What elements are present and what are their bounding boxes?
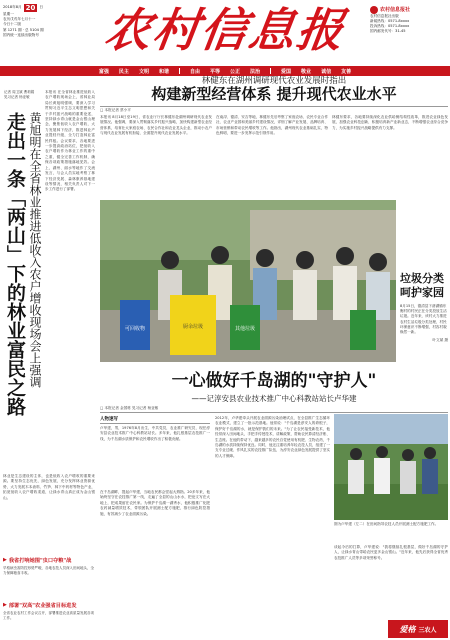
- photo-illustration: [334, 414, 448, 520]
- rail-headline[interactable]: 走出一条「两山」下的林业富民之路: [4, 112, 26, 416]
- photo-caption-block: [400, 272, 448, 343]
- ad-name: 三农人: [418, 626, 437, 634]
- second-headline[interactable]: 一心做好千岛湖的"守护人": [171, 371, 377, 391]
- triangle-icon: ▶: [3, 602, 7, 608]
- byline-line: 见习记者 杨亚敏: [4, 95, 30, 99]
- rail-byline: [0, 90, 42, 100]
- slogan: 爱国: [281, 68, 292, 75]
- second-article-photo: [334, 414, 448, 520]
- rail-body-text-bottom: 林业是生态建设的主体，也是低收入农户增收的重要来源。要坚持生态优先、绿色发展，充分发挥林业资源优势，大力发展木本油料、竹笋、林下中药材等特色产业，拓宽低收入农户增收渠道，让绿水青山真正成为金山银山。: [3, 474, 95, 500]
- date-row: [3, 4, 75, 12]
- main-kicker: 林健东在湖州调研现代农业发展时指出: [201, 76, 347, 86]
- teaser-title: 部署"双高"农业强省目标进发: [8, 602, 77, 609]
- info-line: 第 1271 期 · 总 5104 期: [3, 27, 44, 32]
- ad-corner[interactable]: [388, 620, 448, 638]
- weekday: 星期一: [3, 12, 14, 16]
- slogan: 富强: [98, 68, 109, 75]
- info-line: 今日十二版: [3, 22, 21, 27]
- left-rail-article: [0, 90, 42, 510]
- main-body-col1: 本报讯 8月18日至19日，省农业厅厅长林健东赴湖州调研现代农业发展情况。他强调，要深入贯彻落实乡村振兴战略，加快构建新型农业经营体系，培育壮大家庭农场、农民合作社和农业龙头企业，推动小农户与现代农业发展有机衔接，全面提升现代农业发展水平。: [100, 115, 212, 136]
- slogan: 法治: [250, 68, 261, 75]
- slogan: 平等: [209, 68, 220, 75]
- right-line: 国内邮发代号：31-45: [370, 29, 406, 33]
- rail-body-text: 本报讯 在全省林业推进低收入农户增收现场会上，省林业局局长黄旭明强调，要深入学习贯彻习近平生态文明思想和关于乡村振兴战略的重要论述，坚持绿水青山就是金山银山理念，聚焦低收入农户增收，大力发展林下经济，推进林业产业提档升级，全力打造林业富民样板。会议要求，各地要进一步提高政治站位，把低收入农户增收作为林业工作的重中之重，健全完善工作机制，确保各项政策措施落地见效。会上，湖州、丽水等地作了交流发言，与会人员实地考察了林下经济发展、森林康养基地建设等情况，相关负责人对下一步工作进行了部署。: [45, 90, 95, 192]
- photo-caption: 8月15日，德清县下渚湖镇东衡村的村民正在分类投放生活垃圾。近年来，该村大力推进农村生活垃圾分类处理，村民环保意识不断增强，村容村貌焕然一新。: [400, 304, 447, 335]
- date-line: 2018年8月: [3, 5, 22, 10]
- persona-text: 卢华建，男，1976年8月出生，中共党员，农业推广研究员，现任淳安县农业技术推广中心科教站站长。多年来，他扎根基层农技推广一线，为千岛湖水质保护和农民增收作出了积极贡献。: [100, 426, 210, 441]
- divider: [100, 106, 448, 107]
- slogan: 友善: [341, 68, 352, 75]
- teaser-headline-1[interactable]: [3, 555, 95, 565]
- bin-label: 可回收物: [124, 326, 146, 332]
- bin-label: 其他垃圾: [234, 326, 256, 332]
- slogan: 和谐: [158, 68, 169, 75]
- second-body-col1: 在千岛湖畔，提起卢华建，当地农民都会竖起大拇指。20多年来，他始终坚守在农技推广第一线，走遍了全县的山山水水，把论文写在大地上，把成果留在农民家。为保护千岛湖一湖秀水，他积极推广化肥农药减量增效技术，带领团队开展测土配方施肥，推行绿色防控措施，有效减少了农业面源污染。: [100, 490, 210, 516]
- logo-icon: [370, 6, 378, 14]
- teaser-text-2: 全省农业农村工作会议召开，部署推进农业高质量发展各项工作。: [3, 611, 94, 620]
- publisher-logo: [370, 6, 448, 14]
- second-body-col3: 谈起今后的打算，卢华建说："我将继续扎根基层，做好千岛湖的守护人，让绿水青山带给农民更多金山银山。"近年来，他先后获得全省优秀农技推广人员等多项荣誉称号。: [334, 545, 448, 560]
- news-photo: [100, 200, 396, 362]
- slogan: 诚信: [321, 68, 332, 75]
- paper-name: 农村信息报: [101, 3, 349, 57]
- second-subheadline: ——记淳安县农业技术推广中心科教站站长卢华建: [191, 394, 357, 403]
- day-box: 20: [25, 4, 36, 12]
- main-byline: □ 本报记者 蔡小平: [100, 108, 131, 112]
- teaser-text-1: 早稻病虫害防控形势严峻，各地农技人员深入田间地头，全力保障粮食丰收。: [3, 566, 94, 575]
- slogan: 民主: [118, 68, 129, 75]
- right-line: 新闻热线：0571-8xxxx: [370, 19, 410, 23]
- byline-line: 记者 周卫斌 曹莉娟: [4, 90, 35, 94]
- right-line: 农村信息报社出版: [370, 14, 399, 18]
- bin-label: 厨余垃圾: [182, 324, 204, 330]
- main-body-col3: 林健东要求，各地要持续深化农业供给侧结构性改革，推进农业绿色发展，加强农业科技创新，积极培育新产业新业态，不断增强农业综合竞争力，为实施乡村振兴战略提供有力支撑。: [332, 115, 448, 130]
- second-photo-caption: 图为卢华建（左二）在田间指导农技人员开展测土配方施肥工作。: [334, 522, 439, 526]
- slogan: 自由: [189, 68, 200, 75]
- teaser-title: 我省打响她围"虫口夺粮"战: [8, 557, 72, 564]
- divider: [100, 412, 448, 413]
- second-byline: □ 本报记者 金国栋 见习记者 杨亚敏: [100, 406, 159, 410]
- teaser-headline-2[interactable]: [3, 600, 95, 610]
- slogan: 敬业: [301, 68, 312, 75]
- info-line: 国内统一连续出版物号: [3, 32, 39, 37]
- right-line: 投诉热线：0571-8xxxx: [370, 24, 410, 28]
- masthead: [0, 0, 450, 66]
- triangle-icon: ▶: [3, 557, 7, 563]
- logo-text: 农村信息报社: [380, 6, 411, 13]
- info-line: 农历戊戌年七月十一: [3, 17, 36, 22]
- rail-subheadline: 黄旭明在全省林业推进低收入农户增收现场会上强调: [28, 112, 42, 388]
- masthead-info-right: [370, 6, 448, 34]
- ad-brand: 爱格: [399, 624, 416, 634]
- photo-title: 垃圾分类 呵护家园: [400, 272, 444, 299]
- second-body-col2: 2012年，卢华建牵头开展农业面源污染治理试点，在全县推广生态循环农业模式，建立了一批示范基地。他常说："千岛湖是淳安人的命根子，保护好千岛湖的水，就是保护我们的未来。"为了让农民接受新技术，他经常深入田间地头，手把手传授技术，讲解政策，帮助农民算清经济账、生态账。在他的带动下，越来越多的农民自觉使用有机肥、生物农药，千岛湖的水质持续保持优良。同时，他还注重培养年轻农技人员，组建了一支专业过硬、作风扎实的农技推广队伍，为淳安农业绿色发展提供了坚实的人才保障。: [215, 416, 330, 458]
- day-suffix: 日: [39, 5, 43, 10]
- photo-credit: 叶文斌 摄: [432, 338, 448, 343]
- main-body-col2: 在南浔、德清、安吉等地，林健东先后考察了家庭农场、农民专业合作社、农业产业园和美丽乡村建设情况，详细了解产业发展、品牌培育、市场营销和带动农民增收等工作。他指出，湖州现代农业基础扎实，特色鲜明，要进一步发挥示范引领作用。: [216, 115, 328, 136]
- slogan: 文明: [138, 68, 149, 75]
- main-headline[interactable]: 构建新型经营体系 提升现代农业水平: [151, 85, 397, 103]
- slogan: 公正: [230, 68, 241, 75]
- photo-illustration: [100, 200, 396, 362]
- masthead-info-left: [3, 4, 75, 38]
- persona-heading: 人物速写: [100, 416, 210, 424]
